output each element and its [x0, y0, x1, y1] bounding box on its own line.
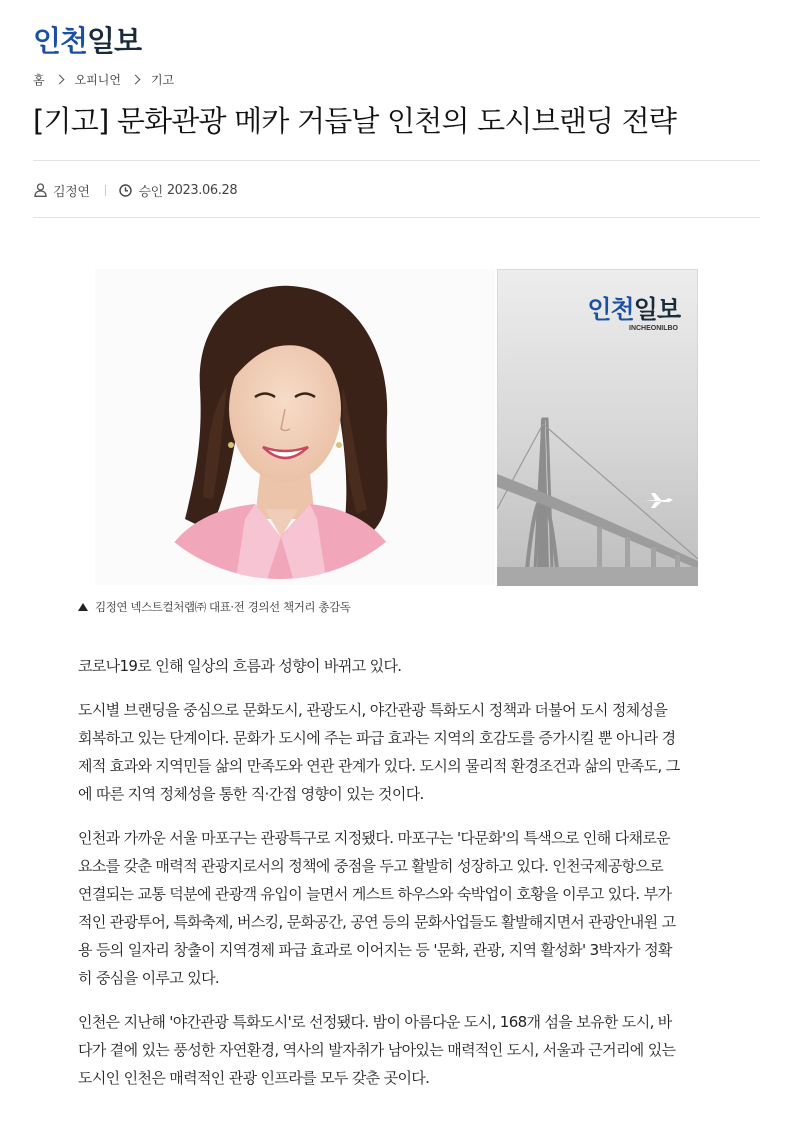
cover-logo-part1: 인천 — [587, 295, 634, 324]
article-body — [78, 652, 718, 1108]
caption-text: 김정연 넥스트컬처랩㈜ 대표·전 경의선 책거리 총감독 — [95, 600, 351, 614]
breadcrumb-contribution-link[interactable]: 기고 — [150, 72, 175, 87]
article-title: [기고] 문화관광 메카 거듭날 인천의 도시브랜딩 전략 — [33, 104, 677, 138]
paragraph-line: 인천은 지난해 '야간관광 특화도시'로 선정됐다. 밤이 아름다운 도시, 168개 섬을 보유한 도시, 바 — [78, 1013, 672, 1031]
article-paragraph — [78, 824, 718, 992]
paragraph-line: 용 등의 일자리 창출이 지역경제 파급 효과로 이어지는 등 '문화, 관광, 지역 활성화' 3박자가 정확 — [78, 941, 672, 959]
approved-label: 승인 — [138, 184, 163, 200]
meta-divider-line — [33, 217, 760, 218]
logo-part1: 인천 — [33, 24, 88, 58]
chevron-right-icon — [54, 74, 64, 84]
clock-icon — [119, 184, 132, 197]
paragraph-line: 적인 관광투어, 특화축제, 버스킹, 문화공간, 공연 등의 문화사업들도 활발해지면서 관광안내원 고 — [78, 913, 676, 931]
paragraph-line: 다가 곁에 있는 풍성한 자연환경, 역사의 발자취가 남아있는 매력적인 도시, 서울과 근거리에 있는 — [78, 1041, 676, 1059]
paragraph-line: 연결되는 교통 덕분에 관광객 유입이 늘면서 게스트 하우스와 숙박업이 호황을 이루고 있다. 부가 — [78, 885, 672, 903]
article-paragraph — [78, 696, 718, 808]
triangle-up-icon — [78, 603, 88, 611]
paragraph-line: 도시인 인천은 매력적인 관광 인프라를 모두 갖춘 곳이다. — [78, 1069, 430, 1087]
meta-divider — [105, 185, 106, 196]
photo-caption — [78, 599, 351, 615]
title-divider — [33, 160, 760, 161]
breadcrumb — [33, 71, 174, 87]
paragraph-line: 코로나19로 인해 일상의 흐름과 성향이 바뀌고 있다. — [78, 657, 402, 675]
approved-date: 2023.06.28 — [166, 182, 238, 198]
paragraph-line: 요소를 갖춘 매력적 관광지로서의 정책에 중점을 두고 활발히 성장하고 있다. 인천국제공항으로 — [78, 857, 664, 875]
paragraph-line: 인천과 가까운 서울 마포구는 관광특구로 지정됐다. 마포구는 '다문화'의 특색으로 인해 다채로운 — [78, 829, 671, 847]
chevron-right-icon — [131, 74, 141, 84]
paragraph-line: 제적 효과와 지역민들 삶의 만족도와 연관 관계가 있다. 도시의 물리적 환경조건과 삶의 만족도, 그 — [78, 757, 680, 775]
site-logo[interactable] — [33, 24, 141, 58]
paragraph-line: 도시별 브랜딩을 중심으로 문화도시, 관광도시, 야간관광 특화도시 정책과 더불어 도시 정체성을 — [78, 701, 668, 719]
article-meta — [34, 180, 237, 200]
author-photo — [95, 269, 495, 585]
cover-logo-sub: INCHEONILBO — [629, 325, 678, 332]
article-paragraph — [78, 652, 718, 680]
logo-part2: 일보 — [87, 24, 142, 58]
paragraph-line: 히 중심을 이루고 있다. — [78, 969, 220, 987]
paragraph-line: 에 따른 지역 정체성을 통한 직·간접 영향이 있는 것이다. — [78, 785, 424, 803]
newspaper-cover-image — [497, 269, 698, 586]
author-name[interactable]: 김정연 — [53, 184, 90, 200]
paragraph-line: 회복하고 있는 단계이다. 문화가 도시에 주는 파급 효과는 지역의 호감도를 증가시킬 뿐 아니라 경 — [78, 729, 676, 747]
article-paragraph — [78, 1008, 718, 1092]
breadcrumb-home-link[interactable]: 홈 — [33, 72, 45, 87]
cover-logo-part2: 일보 — [633, 295, 680, 324]
person-icon — [34, 183, 47, 197]
breadcrumb-opinion-link[interactable]: 오피니언 — [74, 72, 121, 87]
